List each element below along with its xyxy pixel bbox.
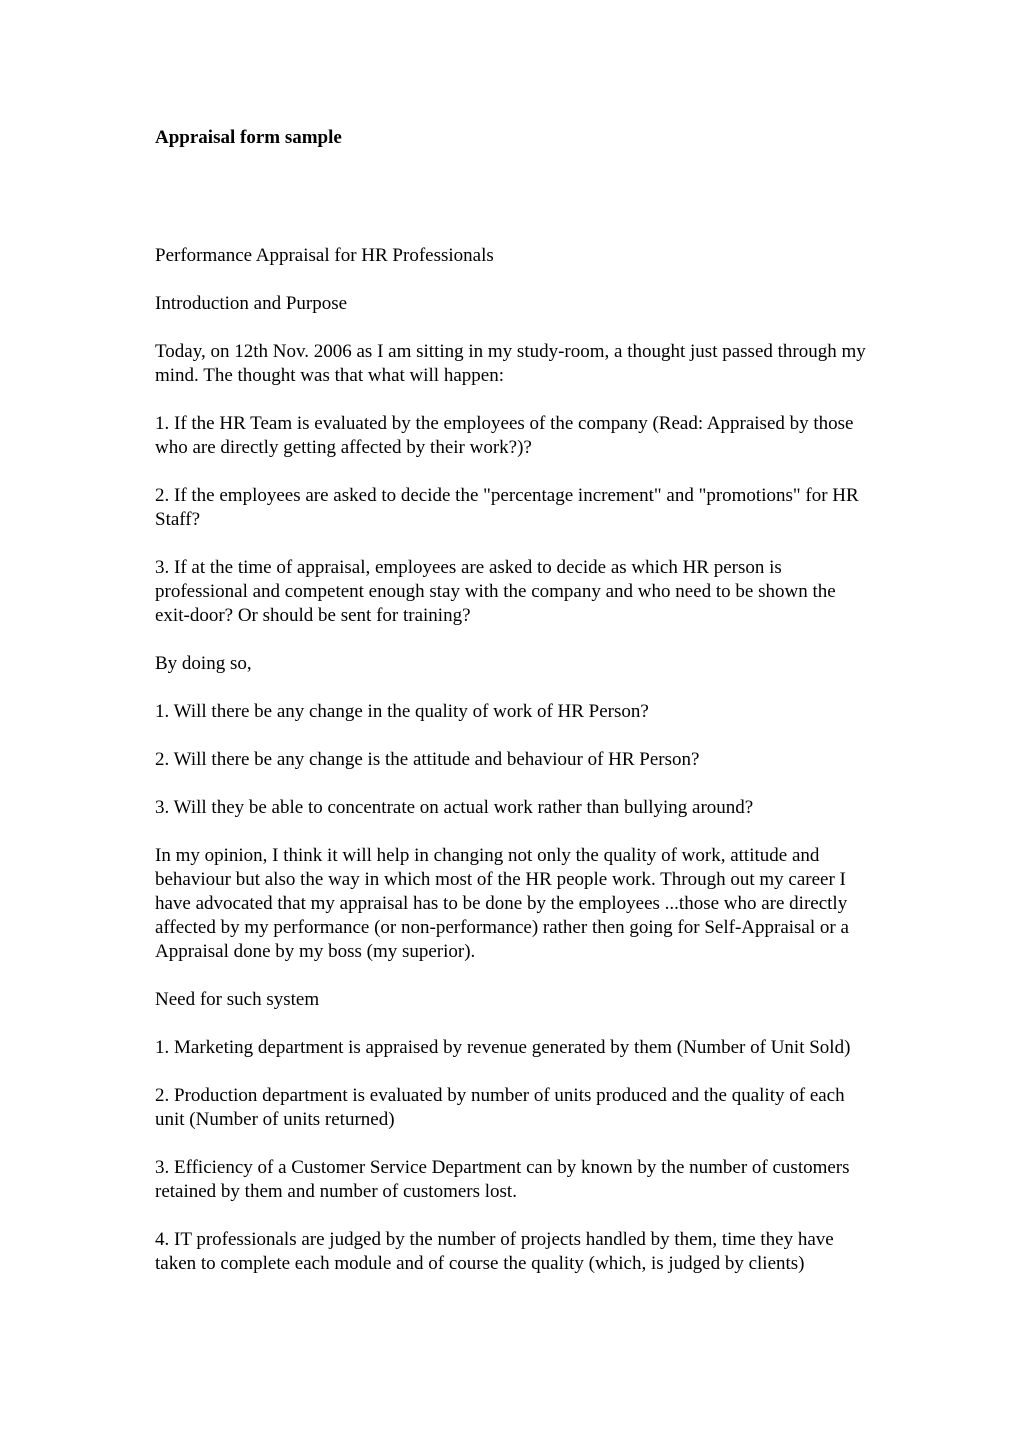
list-item: 4. IT professionals are judged by the number of projects handled by them, time they have taken to complete each module and of course the quality (which, is judged by clients) [155, 1229, 834, 1274]
paragraph-by-doing-so: By doing so, [155, 653, 252, 674]
paragraph-opinion: In my opinion, I think it will help in changing not only the quality of work, attitude and behaviour but also the way in which most of the HR people work. Through out my career I have advocated that my appraisal has to be done by the employees ...those who are directly affected by my performance (or non-performance) rather then going for Self-Appraisal or a Appraisal done by my boss (my superior). [155, 845, 849, 962]
list-item: 1. Will there be any change in the quality of work of HR Person? [155, 701, 649, 722]
list-item: 3. Will they be able to concentrate on actual work rather than bullying around? [155, 797, 754, 818]
list-item: 3. Efficiency of a Customer Service Department can by known by the number of customers retained by them and number of customers lost. [155, 1157, 850, 1202]
list-item: 2. Will there be any change is the attitude and behaviour of HR Person? [155, 749, 700, 770]
section-heading-need: Need for such system [155, 989, 320, 1010]
list-item: 1. Marketing department is appraised by revenue generated by them (Number of Unit Sold) [155, 1037, 851, 1058]
list-item: 2. If the employees are asked to decide the "percentage increment" and "promotions" for HR Staff? [155, 485, 859, 530]
section-heading-introduction: Introduction and Purpose [155, 293, 348, 314]
list-item: 3. If at the time of appraisal, employees are asked to decide as which HR person is professional and competent enough stay with the company and who need to be shown the exit-door? Or should be sent for training? [155, 557, 836, 626]
document-page [155, 126, 875, 1274]
document-body [155, 292, 875, 1300]
list-item: 2. Production department is evaluated by number of units produced and the quality of each unit (Number of units returned) [155, 1085, 845, 1130]
document-subtitle: Performance Appraisal for HR Professionals [155, 245, 494, 266]
document-title: Appraisal form sample [155, 127, 342, 148]
list-item: 1. If the HR Team is evaluated by the employees of the company (Read: Appraised by those who are directly getting affected by their work?)? [155, 413, 854, 458]
paragraph-intro: Today, on 12th Nov. 2006 as I am sitting in my study-room, a thought just passed through my mind. The thought was that what will happen: [155, 341, 866, 386]
